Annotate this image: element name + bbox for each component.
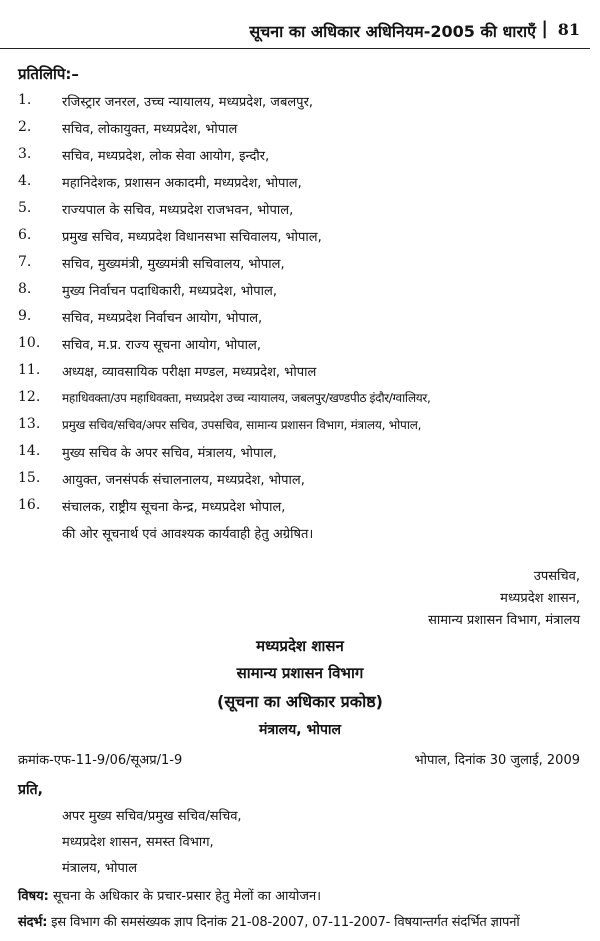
list-item: [0, 254, 600, 281]
item-text: प्रमुख सचिव/सचिव/अपर सचिव, उपसचिव, सामान्य प्रशासन विभाग, मंत्रालय, भोपाल,: [62, 418, 422, 432]
addressee-line: अपर मुख्य सचिव/प्रमुख सचिव/सचिव,: [62, 809, 242, 824]
item-text: सचिव, मध्यप्रदेश, लोक सेवा आयोग, इन्दौर,: [62, 149, 270, 164]
page-number: 81: [557, 20, 580, 39]
list-item: [0, 281, 600, 308]
signature-designation: उपसचिव,: [533, 569, 580, 584]
list-item: [0, 200, 600, 227]
list-item: [0, 119, 600, 146]
memo-date: भोपाल, दिनांक 30 जुलाई, 2009: [414, 753, 580, 768]
memo-to-label: प्रति,: [18, 782, 43, 798]
item-text: मुख्य सचिव के अपर सचिव, मंत्रालय, भोपाल,: [62, 446, 277, 461]
signature-department: सामान्य प्रशासन विभाग, मंत्रालय: [428, 613, 580, 628]
signature-government: मध्यप्रदेश शासन,: [500, 591, 580, 606]
closing-line: की ओर सूचनार्थ एवं आवश्यक कार्यवाही हेतु अग्रेषित।: [62, 527, 314, 542]
list-item: [0, 335, 600, 362]
item-number: 12.: [18, 389, 41, 405]
item-number: 10.: [18, 335, 41, 351]
item-number: 7.: [18, 254, 32, 270]
header-title: सूचना का अधिकार अधिनियम-2005 की धाराएँ: [249, 22, 536, 41]
item-number: 3.: [18, 146, 32, 162]
memo-reference: [18, 912, 520, 930]
item-number: 14.: [18, 443, 41, 459]
item-text: अध्यक्ष, व्यावसायिक परीक्षा मण्डल, मध्यप्रदेश, भोपाल: [62, 365, 317, 380]
item-text: मुख्य निर्वाचन पदाधिकारी, मध्यप्रदेश, भोपाल,: [62, 284, 277, 299]
item-text: महाधिवक्ता/उप महाधिवक्ता, मध्यप्रदेश उच्च न्यायालय, जबलपुर/खण्डपीठ इंदौर/ग्वालियर,: [62, 391, 431, 405]
subject-text: सूचना के अधिकार के प्रचार-प्रसार हेतु मेलों का आयोजन।: [53, 889, 322, 904]
item-text: प्रमुख सचिव, मध्यप्रदेश विधानसभा सचिवालय, भोपाल,: [62, 230, 322, 245]
item-number: 11.: [18, 362, 41, 378]
list-item: [0, 308, 600, 335]
memo-reference-number: क्रमांक-एफ-11-9/06/सूअप्र/1-9: [18, 753, 183, 768]
item-text: सचिव, मध्यप्रदेश निर्वाचन आयोग, भोपाल,: [62, 311, 263, 326]
item-number: 5.: [18, 200, 32, 216]
page-header: [0, 14, 590, 49]
letterhead-government: मध्यप्रदेश शासन: [256, 637, 344, 655]
item-number: 6.: [18, 227, 32, 243]
item-text: महानिदेशक, प्रशासन अकादमी, मध्यप्रदेश, भोपाल,: [62, 176, 302, 191]
list-item: [0, 443, 600, 470]
item-number: 1.: [18, 92, 32, 108]
item-text: सचिव, मुख्यमंत्री, मुख्यमंत्री सचिवालय, भोपाल,: [62, 257, 285, 272]
list-item: [0, 173, 600, 200]
letterhead-department: सामान्य प्रशासन विभाग: [236, 664, 364, 682]
item-number: 2.: [18, 119, 32, 135]
list-item: [0, 389, 600, 416]
item-number: 9.: [18, 308, 32, 324]
item-number: 8.: [18, 281, 32, 297]
reference-text: इस विभाग की समसंख्यक ज्ञाप दिनांक 21-08-2007, 07-11-2007- विषयान्तर्गत संदर्भित ज्ञापनों: [51, 915, 520, 930]
item-text: सचिव, लोकायुक्त, मध्यप्रदेश, भोपाल: [62, 122, 238, 137]
item-text: आयुक्त, जनसंपर्क संचालनालय, मध्यप्रदेश, भोपाल,: [62, 473, 305, 488]
header-separator: |: [541, 18, 548, 39]
copy-to-label: प्रतिलिपि:–: [18, 65, 79, 83]
item-number: 15.: [18, 470, 41, 486]
letterhead-location: मंत्रालय, भोपाल: [258, 722, 342, 738]
item-number: 13.: [18, 416, 41, 432]
item-number: 16.: [18, 497, 41, 513]
addressee-line: मध्यप्रदेश शासन, समस्त विभाग,: [62, 835, 214, 850]
reference-label: संदर्भ:: [18, 915, 48, 930]
list-item: [0, 497, 600, 542]
list-item: [0, 92, 600, 119]
list-item: [0, 146, 600, 173]
item-number: 4.: [18, 173, 32, 189]
item-text: संचालक, राष्ट्रीय सूचना केन्द्र, मध्यप्रदेश भोपाल,: [62, 500, 286, 515]
item-text: राज्यपाल के सचिव, मध्यप्रदेश राजभवन, भोपाल,: [62, 203, 294, 218]
list-item: [0, 362, 600, 389]
list-item: [0, 227, 600, 254]
list-item: [0, 470, 600, 497]
addressee-line: मंत्रालय, भोपाल: [62, 861, 138, 876]
subject-label: विषय:: [18, 889, 49, 904]
item-text: रजिस्ट्रार जनरल, उच्च न्यायालय, मध्यप्रदेश, जबलपुर,: [62, 95, 314, 110]
letterhead-cell: (सूचना का अधिकार प्रकोष्ठ): [217, 692, 383, 711]
list-item: [0, 416, 600, 443]
item-text: सचिव, म.प्र. राज्य सूचना आयोग, भोपाल,: [62, 338, 262, 353]
memo-subject: [18, 886, 321, 904]
copy-to-list: [0, 92, 600, 542]
